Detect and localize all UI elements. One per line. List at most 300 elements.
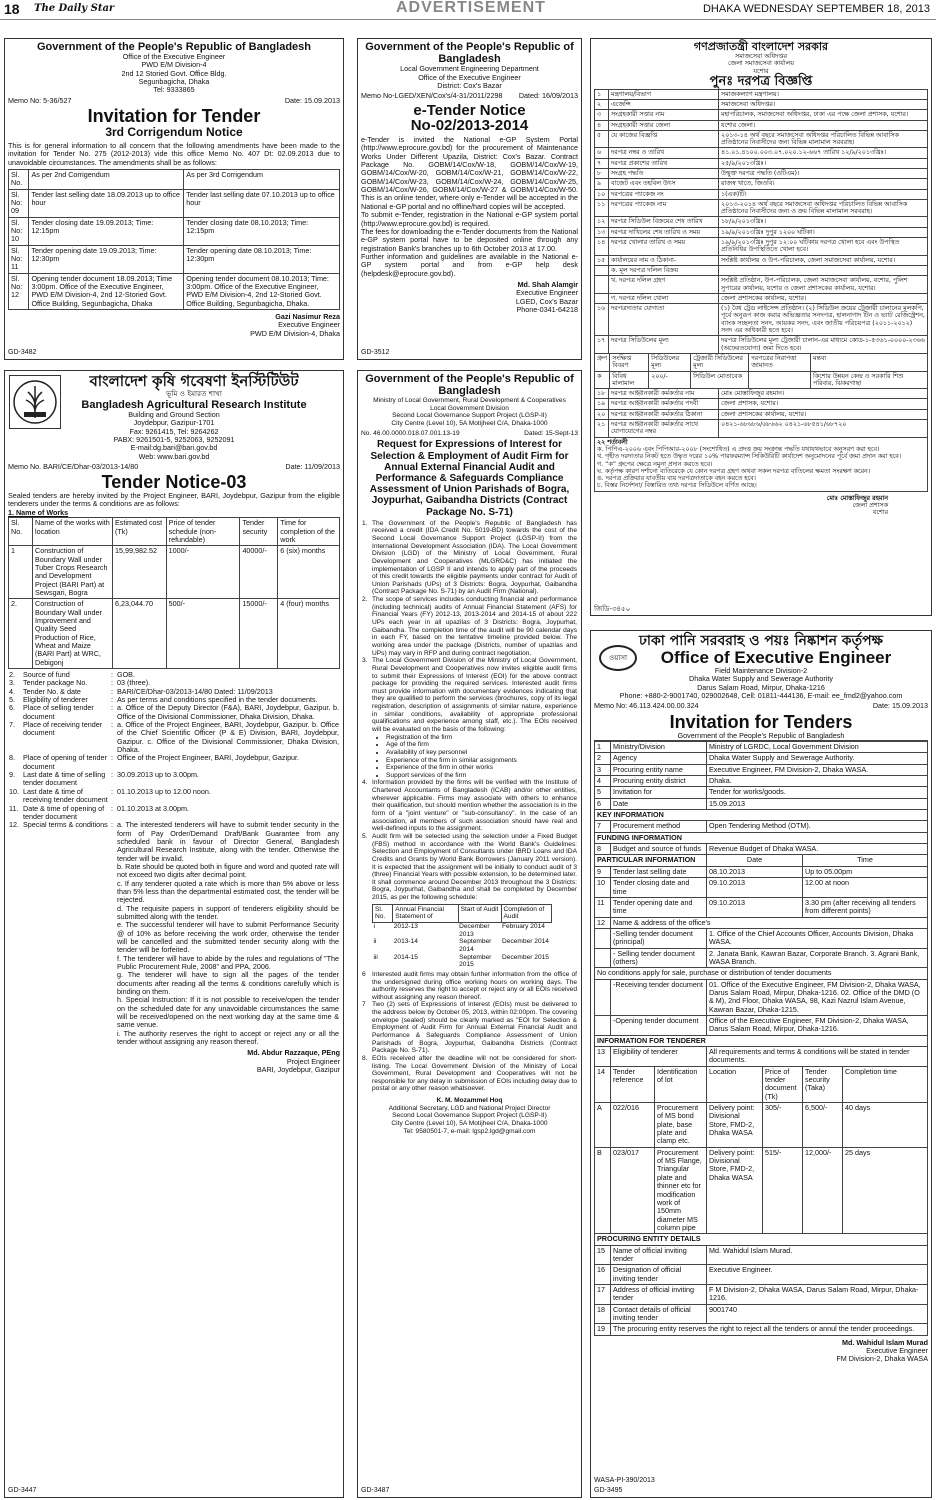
- item-label: Special terms & conditions: [23, 820, 108, 830]
- criteria-item: • Experience of the firm in other works: [386, 764, 577, 772]
- cell: খ. দরপত্র দলিল গ্রহণ: [609, 276, 719, 294]
- cell: 09.10.2013: [707, 878, 803, 898]
- cell: ২৫/৯/২০১৩খ্রিঃ।: [719, 158, 928, 168]
- cell: :: [111, 703, 113, 713]
- notice-subheading: No-02/2013-2014: [410, 117, 529, 135]
- condition-item: b. Rate should be quoted both in figure and word and quoted rate will not exceed two digits after decimal point.: [117, 861, 339, 880]
- list-item: [8, 788, 340, 805]
- cell: 11: [595, 897, 611, 917]
- cell: 01.10.2013 up to 12.00 noon.: [117, 786, 211, 796]
- cell: Delivery point: Divisional Store, FMD-2, Dhaka WASA: [707, 1103, 763, 1148]
- cell: 2014-15: [393, 953, 418, 961]
- cell: 25 days: [843, 1147, 928, 1233]
- cell: Last date & time of selling tender document: [23, 770, 106, 788]
- col-header: ট্রেজারী সিডিউলের মূল্য: [691, 353, 749, 371]
- list-item: [8, 704, 340, 721]
- condition-item: g. The tenderer will have to sign all the pages of the tender documents after reading all the terms & conditions carefully which is binding on them.: [117, 970, 339, 997]
- cell: Tender last selling date 07.10.2013 up to office hour: [184, 189, 340, 217]
- wheat-emblem-icon: [10, 376, 60, 428]
- cell: [595, 293, 609, 303]
- col-header: Sl. No.: [9, 169, 29, 189]
- col-header: Estimated cost (Tk): [113, 518, 167, 546]
- notice-heading: পুনঃ দরপত্র বিজ্ঞপ্তি: [709, 73, 813, 89]
- cell: [595, 979, 611, 1015]
- cell: 01.10.2013 at 3.00pm.: [117, 803, 189, 813]
- cell: 10.: [9, 786, 19, 796]
- cell: Procurement of MS Flange, Triangular plate and thinner etc for modification work of 150mm diameter MS column pipe: [655, 1147, 707, 1233]
- cell: ক. মূল দরপত্র দলিল বিক্রয়: [609, 265, 719, 275]
- wasa-ref: WASA-PI-390/2013: [594, 1476, 655, 1484]
- cell: ১(এক)টি।: [719, 189, 928, 199]
- cell: 1: [9, 546, 33, 599]
- cell: Dhaka.: [707, 776, 928, 787]
- cell: 1000/-: [166, 546, 240, 599]
- line: E-mail:dg.bari@bari.gov.bd: [130, 443, 218, 453]
- memo-line: [8, 97, 340, 105]
- cell: 023/017: [611, 1147, 655, 1233]
- cell: 12.00 at noon: [803, 878, 928, 898]
- ad-code: জিডি-৩৪৫০: [594, 604, 631, 613]
- address-line: Segunbagicha, Dhaka: [138, 77, 210, 87]
- cell: Construction of Boundary Wall under Improvement and Quality Seed Production of Rice, Wheat and Maize (BARI Part) at WRC, Debigonj: [33, 599, 113, 669]
- cell: ১৮: [595, 389, 609, 399]
- cell: ৪১.০১.৪১০০.০০৩.০৭.০২০.১২-৬৬৭ তারিখ ১২/৯/২০১৩খ্রিঃ।: [719, 148, 928, 158]
- cell: :: [111, 803, 113, 813]
- cell: দরপত্র খোলার তারিখ ও সময়: [609, 238, 719, 256]
- section-heading: PARTICULAR INFORMATION: [595, 855, 707, 866]
- cell: -Receiving tender document: [611, 979, 707, 1015]
- table-row: [595, 897, 928, 917]
- cell: মহাপরিচালক, সমাজসেবা অধিদপ্তর, ঢাকা এর পক্ষে জেলা প্রশাসক, যশোর।: [719, 110, 928, 120]
- cell: জেলা প্রশাসকের কার্যালয়, যশোর।: [719, 409, 928, 419]
- table-row: [595, 866, 928, 877]
- conditions-list: [597, 446, 925, 490]
- cell: সংগ্রহকারী সত্তার জেলা: [609, 120, 719, 130]
- cell: ১৬: [595, 304, 609, 336]
- cell: ii: [373, 938, 377, 946]
- masthead: The Daily Star: [34, 3, 115, 14]
- cell: ৩: [595, 110, 609, 120]
- cell: Revenue Budget of Dhaka WASA.: [707, 844, 928, 855]
- table-row: [595, 110, 928, 120]
- cell: 5.: [9, 695, 15, 705]
- cell: ২০১৩-১৪ অর্থ বছরে সমাজসেবা অধিদপ্তর পরিচালিত বিভিন্ন আবাসিক প্রতিষ্ঠানের নিবাসীদের জন্য বিভিন্ন মালামাল সরবরাহ।: [719, 130, 928, 148]
- condition-item: d. The requisite papers in support of tenderers eligibility should be submitted along with the tender.: [117, 903, 339, 921]
- table-row: [595, 130, 928, 148]
- ad-code: GD-3512: [361, 348, 390, 356]
- intro-paragraph: Sealed tenders are hereby invited by the Project Engineer, BARI, Joydebpur, Gazipur from the eligible tenderers under the terms & conditions are as follows:: [8, 491, 340, 509]
- table-row: [595, 1265, 928, 1285]
- cell: :: [111, 670, 113, 679]
- notice-body: This is for general information to all concern that the following amendments have been made to the invitation for Tender No. 275 (2012-2013) vide this office Memo No. 407 Dt: 02.09.2013 due to unavoidable circumstances. The amendments shall be as follows:: [8, 140, 340, 167]
- memo-no: Memo No. BARI/CE/Dhar-03/2013-14/80: [8, 461, 139, 471]
- cell: BARI/CE/Dhar-03/2013-14/80 Dated: 11/09/2013: [117, 686, 273, 696]
- cell: Tender closing date 08.10.2013; Time: 12:15pm: [184, 217, 340, 245]
- cell: দরপত্রের প্যাকেজ নং: [609, 189, 719, 199]
- col-header: Price of tender schedule (non-refundable): [166, 518, 240, 546]
- cell: Office of the Project Engineer, BARI, Joydebpur, Gazipur.: [117, 753, 300, 763]
- cell: 14: [595, 1066, 611, 1102]
- cell: iii: [373, 953, 378, 961]
- cell: Dhaka Water Supply and Sewerage Authority.: [707, 753, 928, 764]
- line: Darus Salam Road, Mirpur, Dhaka-1216: [697, 682, 825, 692]
- cell: সমাজসেবা অধিদপ্তর।: [719, 99, 928, 109]
- cell: ৭: [595, 158, 609, 168]
- cell: [719, 265, 928, 275]
- cell: a. Office of the Deputy Director (F&A), BARI, Joydebpur, Gazipur. b. Office of the Divisional Commissioner, Dhaka Division, Dhaka.: [117, 703, 339, 721]
- page-header: [0, 0, 936, 20]
- office-line: Office of the Executive Engineer: [122, 52, 226, 62]
- signer-title: Executive Engineer: [866, 1346, 928, 1355]
- ad-title: Office of Executive Engineer: [660, 648, 892, 668]
- cell: সংশ্লিষ্ট কার্যালয় ও উপ-পরিচালক, জেলা সমাজসেবা কার্যালয়, যশোর।: [719, 255, 928, 265]
- list-item: [8, 721, 340, 754]
- table-row: [9, 546, 340, 599]
- table-row: [595, 1304, 928, 1324]
- table-row: [595, 336, 928, 354]
- cell: :: [111, 786, 113, 796]
- cell: Tender closing date 19.09.2013; Time: 12:15pm: [29, 217, 184, 245]
- gov-line: Government of the People's Republic of Bangladesh: [594, 732, 928, 741]
- tel-line: Tel: 9333865: [153, 85, 195, 95]
- cell: Eligibility of tenderer: [611, 1047, 707, 1067]
- cell: Ministry of LGRDC, Local Government Division: [707, 742, 928, 753]
- list-item: [8, 754, 340, 771]
- signer-title: Project Engineer: [286, 1056, 340, 1066]
- cell: Identification of lot: [655, 1066, 707, 1102]
- cell: a. Office of the Project Engineer, BARI, Joydebpur, Gazipur. b. Office of the Chief Scientific Officer (P & E) Division, BARI, Joydebpur, Gazipur. c. Office of the Divisional Commissioner, Dhaka Division, Dhaka.: [117, 720, 339, 755]
- section-row: [595, 832, 928, 843]
- cell: বিবিধ মালামাল: [610, 371, 649, 389]
- cell: 2012-13: [393, 923, 418, 931]
- cell: যশোর জেলা।: [719, 120, 928, 130]
- memo-line: [8, 463, 340, 471]
- cell: 6 (six) months: [278, 546, 340, 599]
- cell: February 2014: [502, 923, 545, 931]
- cell: 15: [595, 1245, 611, 1265]
- signer-title: Additional Secretary, LGD and National Project Director: [388, 1104, 551, 1112]
- cell: 30.09.2013 up to 3.00pm.: [117, 770, 199, 780]
- table-row: [595, 917, 928, 928]
- table-row: [9, 273, 340, 309]
- cell: Sl. No: 10: [9, 217, 29, 245]
- ad-code: GD-3487: [361, 1486, 390, 1494]
- signer-name: K. M. Mozammel Hoq: [436, 1097, 503, 1105]
- cell: Eligibility of tenderer: [23, 695, 88, 705]
- table-row: [595, 948, 928, 968]
- ad-bari-tender: [4, 370, 344, 1498]
- memo-line: [594, 702, 928, 710]
- notice-heading: Tender Notice-03: [101, 472, 247, 493]
- col-header: Time: [803, 855, 928, 866]
- cell: Address of official inviting tender: [611, 1284, 707, 1304]
- special-terms: 12. Special terms & conditions : a. The interested tenderers will have to submit tender security in the form of Pay Order/Demand Draft/Bank Guarantee from any scheduled bank in favour of Director General, Bangladesh Agricultural Research Institute, along with the tender. Otherwise the tender will be invalid. b. Rate should be quoted both in figure and word and quoted rate will not exceed two digits after decimal point. c. If any tenderer quoted a rate which is more than 5% above or less than 5% less than the departmental estimated cost, the tender will be rejected. d. The requisite papers in support of tenderers eligibility should be submitted along with the tender. e. The successful tenderer will have to submit Performance Security @ of 10% as before receiving the work order, otherwise the tender will be cancelled and the submitted tender security along with the tender will be forfeited. f. The tenderer will have to abide by the rules and regulations of "The Public Procurement Rule, 2008" and PPA, 2006. g. The tenderer will have to sign all the pages of the tender documents after reading all the terms & conditions carefully which is binding on them. h. Special Instruction: If it is not possible to receive/open the tender on the scheduled date for any unavoidable circumstances the same will be received/opened on the next working day at the same time & same venue. i. The authority reserves the right to accept or reject any or all the tender without assigning any reason thereof.: [9, 820, 339, 1047]
- dept-line: Local Government Engineering Department: [400, 64, 539, 74]
- cell: 7: [595, 821, 611, 832]
- cell: 13: [595, 1047, 611, 1067]
- terms-list: [8, 671, 340, 821]
- line: Ministry of Local Government, Rural Development & Cooperatives: [373, 397, 566, 405]
- paragraph: Further information and guidelines are available in the National e-GP system portal and from e-GP help desk (helpdesk@eprocure.gov.bd).: [361, 251, 578, 278]
- cell: 2.: [9, 599, 33, 669]
- conditions-label: ২২ শর্তাবলী: [597, 438, 628, 446]
- ad-lgsp-eoi: [357, 370, 582, 1498]
- cell: 6,23,044.70: [113, 599, 167, 669]
- cell: 1. Office of the Chief Accounts Officer, Accounts Division, Dhaka WASA.: [707, 928, 928, 948]
- cell: ১৩: [595, 227, 609, 237]
- cell: এজেন্সি: [609, 99, 719, 109]
- table-row: [595, 238, 928, 256]
- cell: B: [595, 1147, 611, 1233]
- cell: 7.: [9, 720, 15, 730]
- line: Second Local Governance Support Project (LGSP-II): [392, 412, 547, 420]
- table-row: [595, 371, 928, 389]
- cell: 3: [595, 764, 611, 775]
- ad-code: GD-3447: [8, 1486, 37, 1494]
- cell: রাজস্ব খাতে, জিওবি।: [719, 179, 928, 189]
- cell: ১৯: [595, 399, 609, 409]
- line: জেলা সমাজসেবা কার্যালয়: [728, 60, 794, 68]
- signature-block: [361, 281, 578, 314]
- cell: দরপত্র নম্বর ও তারিখ: [609, 148, 719, 158]
- cell: 40000/-: [240, 546, 278, 599]
- cell: 12,000/-: [803, 1147, 843, 1233]
- cell: 3.30 pm (after receiving all tenders from different points): [803, 897, 928, 917]
- col-header: As per 2nd Corrigendum: [29, 169, 184, 189]
- table-row: [9, 599, 340, 669]
- cell: 9001740: [707, 1304, 928, 1324]
- paragraph: To submit e-Tender, registration in the National e-GP system portal (http://www.eprocure.gov.bd) is required.: [361, 210, 578, 228]
- cell: ১১: [595, 199, 609, 217]
- criteria-list: [372, 734, 577, 780]
- table-row: [595, 1147, 928, 1233]
- signer-office: FM Division-2, Dhaka WASA: [836, 1354, 928, 1364]
- cell: 2. Janata Bank, Kawran Bazar, Corporate Branch. 3. Agrani Bank, WASA Branch.: [707, 948, 928, 968]
- signer-office: Second Local Governance Support Project (LGSP-II): [392, 1112, 547, 1120]
- table-row: [595, 764, 928, 775]
- table-row: [595, 158, 928, 168]
- paragraph: The fees for downloading the e-Tender documents from the National e-GP system portal have to be deposited online through any registration Bank's branches up to 6th October 2013 at 17.00.: [361, 226, 578, 253]
- cell: 15000/-: [240, 599, 278, 669]
- table-row: [595, 189, 928, 199]
- col-header: Annual Financial Statement of: [393, 904, 458, 922]
- cell: Executive Engineer.: [707, 1265, 928, 1285]
- ad-code: GD-3495: [594, 1486, 623, 1494]
- cell: 2.: [9, 670, 15, 679]
- cell: Tender last selling date 18.09.2013 up to office hour: [29, 189, 184, 217]
- memo-no: Memo No: 46.113.424.00.00.324: [594, 701, 699, 711]
- cell: বাজেট এবং তহবিল উৎস: [609, 179, 719, 189]
- ad-title: Bangladesh Agricultural Research Institute: [81, 398, 307, 411]
- memo-line: [361, 92, 578, 100]
- ad-lged-etender: [357, 38, 582, 360]
- cell: 15,99,982.52: [113, 546, 167, 599]
- signer-name: Md. Shah Alamgir: [517, 279, 578, 289]
- cell: All requirements and terms & conditions will be stated in tender documents.: [707, 1047, 928, 1067]
- cell: দরপত্রদাতার যোগ্যতা: [609, 304, 719, 336]
- line: Local Government Division: [430, 404, 509, 412]
- cell: Up to 05.00pm: [803, 866, 928, 877]
- table-row: [595, 979, 928, 1015]
- cell: Sl. No: 12: [9, 273, 29, 309]
- cell: ১: [595, 89, 609, 99]
- division-line: PWD E/M Division-4: [141, 60, 207, 70]
- cell: Tender opening date 19.09.2013; Time: 12:30pm: [29, 245, 184, 273]
- cell: Contact details of official inviting tender: [611, 1304, 707, 1324]
- cell: ৪: [595, 120, 609, 130]
- signer-phone: Phone-0341-64218: [516, 304, 578, 314]
- signer-title: Executive Engineer: [516, 288, 578, 298]
- cell: ৮: [595, 169, 609, 179]
- table-row: [595, 420, 928, 438]
- condition-item: গ. “ক” গ্রুপের ক্ষেত্রে নমুনা প্রদান করতে হবে।: [597, 460, 713, 468]
- bari-logo: [9, 375, 61, 429]
- cell: ১৯/৯/২০১৩খ্রিঃ দুপুর ১২০০ ঘটিকা।: [719, 227, 928, 237]
- cell: December 2015: [502, 953, 549, 961]
- cell: The procuring entity reserves the right to reject all the tenders or annul the tender proceedings.: [611, 1324, 928, 1335]
- cell: দরপত্র সিডিউল বিক্রয়ের শেষ তারিখ: [609, 217, 719, 227]
- cell: 1: [595, 742, 611, 753]
- cell: দরপত্র দাখিলের শেষ তারিখ ও সময়: [609, 227, 719, 237]
- table-row: [595, 89, 928, 99]
- schedule-table: [372, 904, 552, 969]
- section-heading: FUNDING INFORMATION: [595, 832, 928, 843]
- condition-item: খ. গৃহীত দরদাতার নিকট হতে উদ্ধৃত দরের ১০% পারফরম্যান্স সিকিউরিটি কার্যাদেশ অনুমোদনের পূর্বে জমা প্রদান করা হবে।: [597, 453, 902, 461]
- notice-heading: Request for Expressions of Interest for Selection & Employment of Audit Firm for Annual External Financial Audit and Performance & Safeguards Compliance Assessment of Union Parishads of Bogra, Joypurhat, Gaibandha Districts (Contract Package No. S-71): [369, 439, 570, 518]
- cell: Ministry/Division: [611, 742, 707, 753]
- cell: সংগ্রহকারী সত্তার নাম: [609, 110, 719, 120]
- memo-no: No. 46.00.0000.018.07.001.13-19: [361, 429, 460, 437]
- cell: 500/-: [166, 599, 240, 669]
- ad-pwd-tender: [4, 38, 344, 360]
- cell: সংগ্রহ পদ্ধতি: [609, 169, 719, 179]
- section-title: ADVERTISEMENT: [396, 0, 546, 16]
- cell: ১৫: [595, 255, 609, 265]
- cell: ৬: [595, 148, 609, 158]
- cell: Open Tendering Method (OTM).: [707, 821, 928, 832]
- cell: Place of selling tender document: [23, 703, 94, 721]
- cell: :: [111, 686, 113, 696]
- col-header: Sl. No.: [9, 518, 33, 546]
- signature-block: [8, 1049, 340, 1074]
- cell: Price of tender document (Tk): [763, 1066, 803, 1102]
- cell: 305/-: [763, 1103, 803, 1148]
- conditions: [594, 438, 928, 492]
- cell: [595, 1015, 611, 1035]
- signer-name: Gazi Nasimur Reza: [275, 312, 340, 322]
- note: No conditions apply for sale, purchase or distribution of tender documents: [595, 968, 928, 979]
- cell: দরপত্রের প্যাকেজ নাম: [609, 199, 719, 217]
- table-row: [595, 255, 928, 265]
- cell: -Opening tender document: [611, 1015, 707, 1035]
- signer-office: PWD E/M Division-4, Dhaka: [250, 328, 340, 338]
- cell: 11.: [9, 803, 19, 813]
- col-header: As per 3rd Corrigendum: [184, 169, 340, 189]
- table-row: [595, 878, 928, 898]
- cell: Tender package No.: [23, 678, 88, 688]
- cell: 16: [595, 1265, 611, 1285]
- criteria-item: • Age of the firm: [386, 741, 577, 749]
- section-heading: INFORMATION FOR TENDERER: [595, 1035, 928, 1046]
- table-row: [595, 742, 928, 753]
- col-header: Completion of Audit: [501, 904, 552, 922]
- cell: জেলা প্রশাসক, যশোর।: [719, 399, 928, 409]
- cell: Sl. No: 11: [9, 245, 29, 273]
- ad-code: GD-3482: [8, 348, 37, 356]
- table-row: [595, 1103, 928, 1148]
- condition-item: h. Special Instruction: If it is not possible to receive/open the tender on the scheduled date for any unavoidable circumstances the same will be received/opened on the next working day at the same time & same venue.: [117, 995, 339, 1030]
- cell: Tender closing date and time: [611, 878, 707, 898]
- col-header: Tender security: [240, 518, 278, 546]
- cell: কিশোর উন্নয়ন কেন্দ্র ও সরকারি শিশু পরিবার, ঝিকরগাছা: [811, 371, 928, 389]
- signature-block: [8, 313, 340, 338]
- condition-item: c. If any tenderer quoted a rate which is more than 5% above or less than 5% less than the departmental estimated cost, the tender will be rejected.: [117, 878, 339, 905]
- memo-date: Date: 15.09.2013: [284, 95, 340, 105]
- cell: 515/-: [763, 1147, 803, 1233]
- cell: ১২: [595, 217, 609, 227]
- line: Web: www.bari.gov.bd: [138, 451, 210, 461]
- works-table: [8, 517, 340, 669]
- cell: মোঃ মোস্তাফিজুর রহমান।: [719, 389, 928, 399]
- wasa-table: [594, 741, 928, 1336]
- table-row: [595, 787, 928, 798]
- cell: :: [111, 770, 113, 780]
- cell: কার্যালয়ের নাম ও ঠিকানা-: [609, 255, 719, 265]
- cell: Tender No. & date: [23, 686, 81, 696]
- section-heading: KEY INFORMATION: [595, 810, 928, 821]
- special-conditions: [116, 821, 340, 1046]
- condition-item: চ. বিস্তর নির্দেশনা/ বিস্তারিত তথ্য দরপত্র সিডিউলে বর্ণিত আছে।: [597, 482, 757, 490]
- memo-date: Dated: 16/09/2013: [518, 91, 578, 101]
- cell: Opening tender document 18.09.2013; Time 3:00pm. Office of the Executive Engineer, PWD E/M Division-4, 2nd 12-Storied Govt. Office Building, Segunbagicha, Dhaka: [29, 273, 184, 309]
- table-row: [595, 798, 928, 809]
- cell: দরপত্র সিডিউলের মূল্য ট্রেজারী চালান-এর মাধ্যমে কোড-১-৫৩৬১-০০০০-২৩৬৬ (অফেরতযোগ্য) জমা দিতে হবে।: [719, 336, 928, 354]
- ad-bangla-retender: [590, 38, 932, 616]
- table-row: [595, 169, 928, 179]
- table-row: [595, 1047, 928, 1067]
- paragraph: Two (2) sets of Expressions of Interest (EOIs) must be delivered to the address below by October 05, 2013, within 02:00pm. The covering envelope (sealed) should be clearly marked as "EOI for Selection & Employment of Audit Firm for Annual External Financial Audit and Performance & Safeguards Compliance Assessment of Union Parishads of Bogra, Joypurhat, Gaibandha Districts (Contract Package No. S-71).: [372, 1001, 577, 1055]
- cell: Procuring entity district: [611, 776, 707, 787]
- signer-name: Md. Wahidul Islam Murad: [842, 1337, 928, 1347]
- signer-address: City Centre (Level 10), 5A Motijheel C/A, Dhaka-1000: [391, 1120, 548, 1128]
- district-line: District: Cox's Bazar: [437, 80, 502, 90]
- condition-item: a. The interested tenderers will have to submit tender security in the form of Pay Order/Demand Draft/Bank Guarantee from any scheduled bank in favour of Director General, Bangladesh Agricultural Research Institute, along with the tender. Otherwise the tender will be invalid.: [117, 820, 339, 863]
- cell: ১৯/৯/২০১৩খ্রিঃ দুপুর ১২:০০ ঘটিকায় দরপত্র খোলা হবে এবং উপস্থিত প্রতিনিধির উপস্থিতিতে খোলা হবে।: [719, 238, 928, 256]
- cell: :: [111, 720, 113, 730]
- cell: Place of receiving tender document: [23, 720, 103, 738]
- cell: 4.: [9, 686, 15, 696]
- cell: ১০: [595, 189, 609, 199]
- line: সমাজসেবা অধিদপ্তর: [735, 53, 787, 61]
- cell: :: [111, 678, 113, 688]
- memo-no: Memo No-LGED/XEN/Cox's/4-31/2011/2298: [361, 91, 503, 101]
- cell: 10: [595, 878, 611, 898]
- ad-wasa-tender: [590, 630, 932, 1498]
- cell: 40 days: [843, 1103, 928, 1148]
- table-row: [595, 120, 928, 130]
- cell: [595, 948, 611, 968]
- cell: দরপত্র আহ্বানকারী কর্মকর্তার ঠিকানা: [609, 409, 719, 419]
- cell: 9.: [9, 770, 15, 780]
- cell: Office of the Executive Engineer, FM Division-2, Dhaka WASA, Darus Salam Road, Mirpur, Dhaka-1216.: [707, 1015, 928, 1035]
- table-row: [595, 293, 928, 303]
- cell: :: [111, 695, 113, 705]
- cell: 18: [595, 1304, 611, 1324]
- criteria-item: • Experience of the firm in similar assignments: [386, 757, 577, 765]
- memo-date: Date: 15.09.2013: [872, 701, 928, 711]
- cell: 2: [595, 753, 611, 764]
- cell: ক: [595, 371, 610, 389]
